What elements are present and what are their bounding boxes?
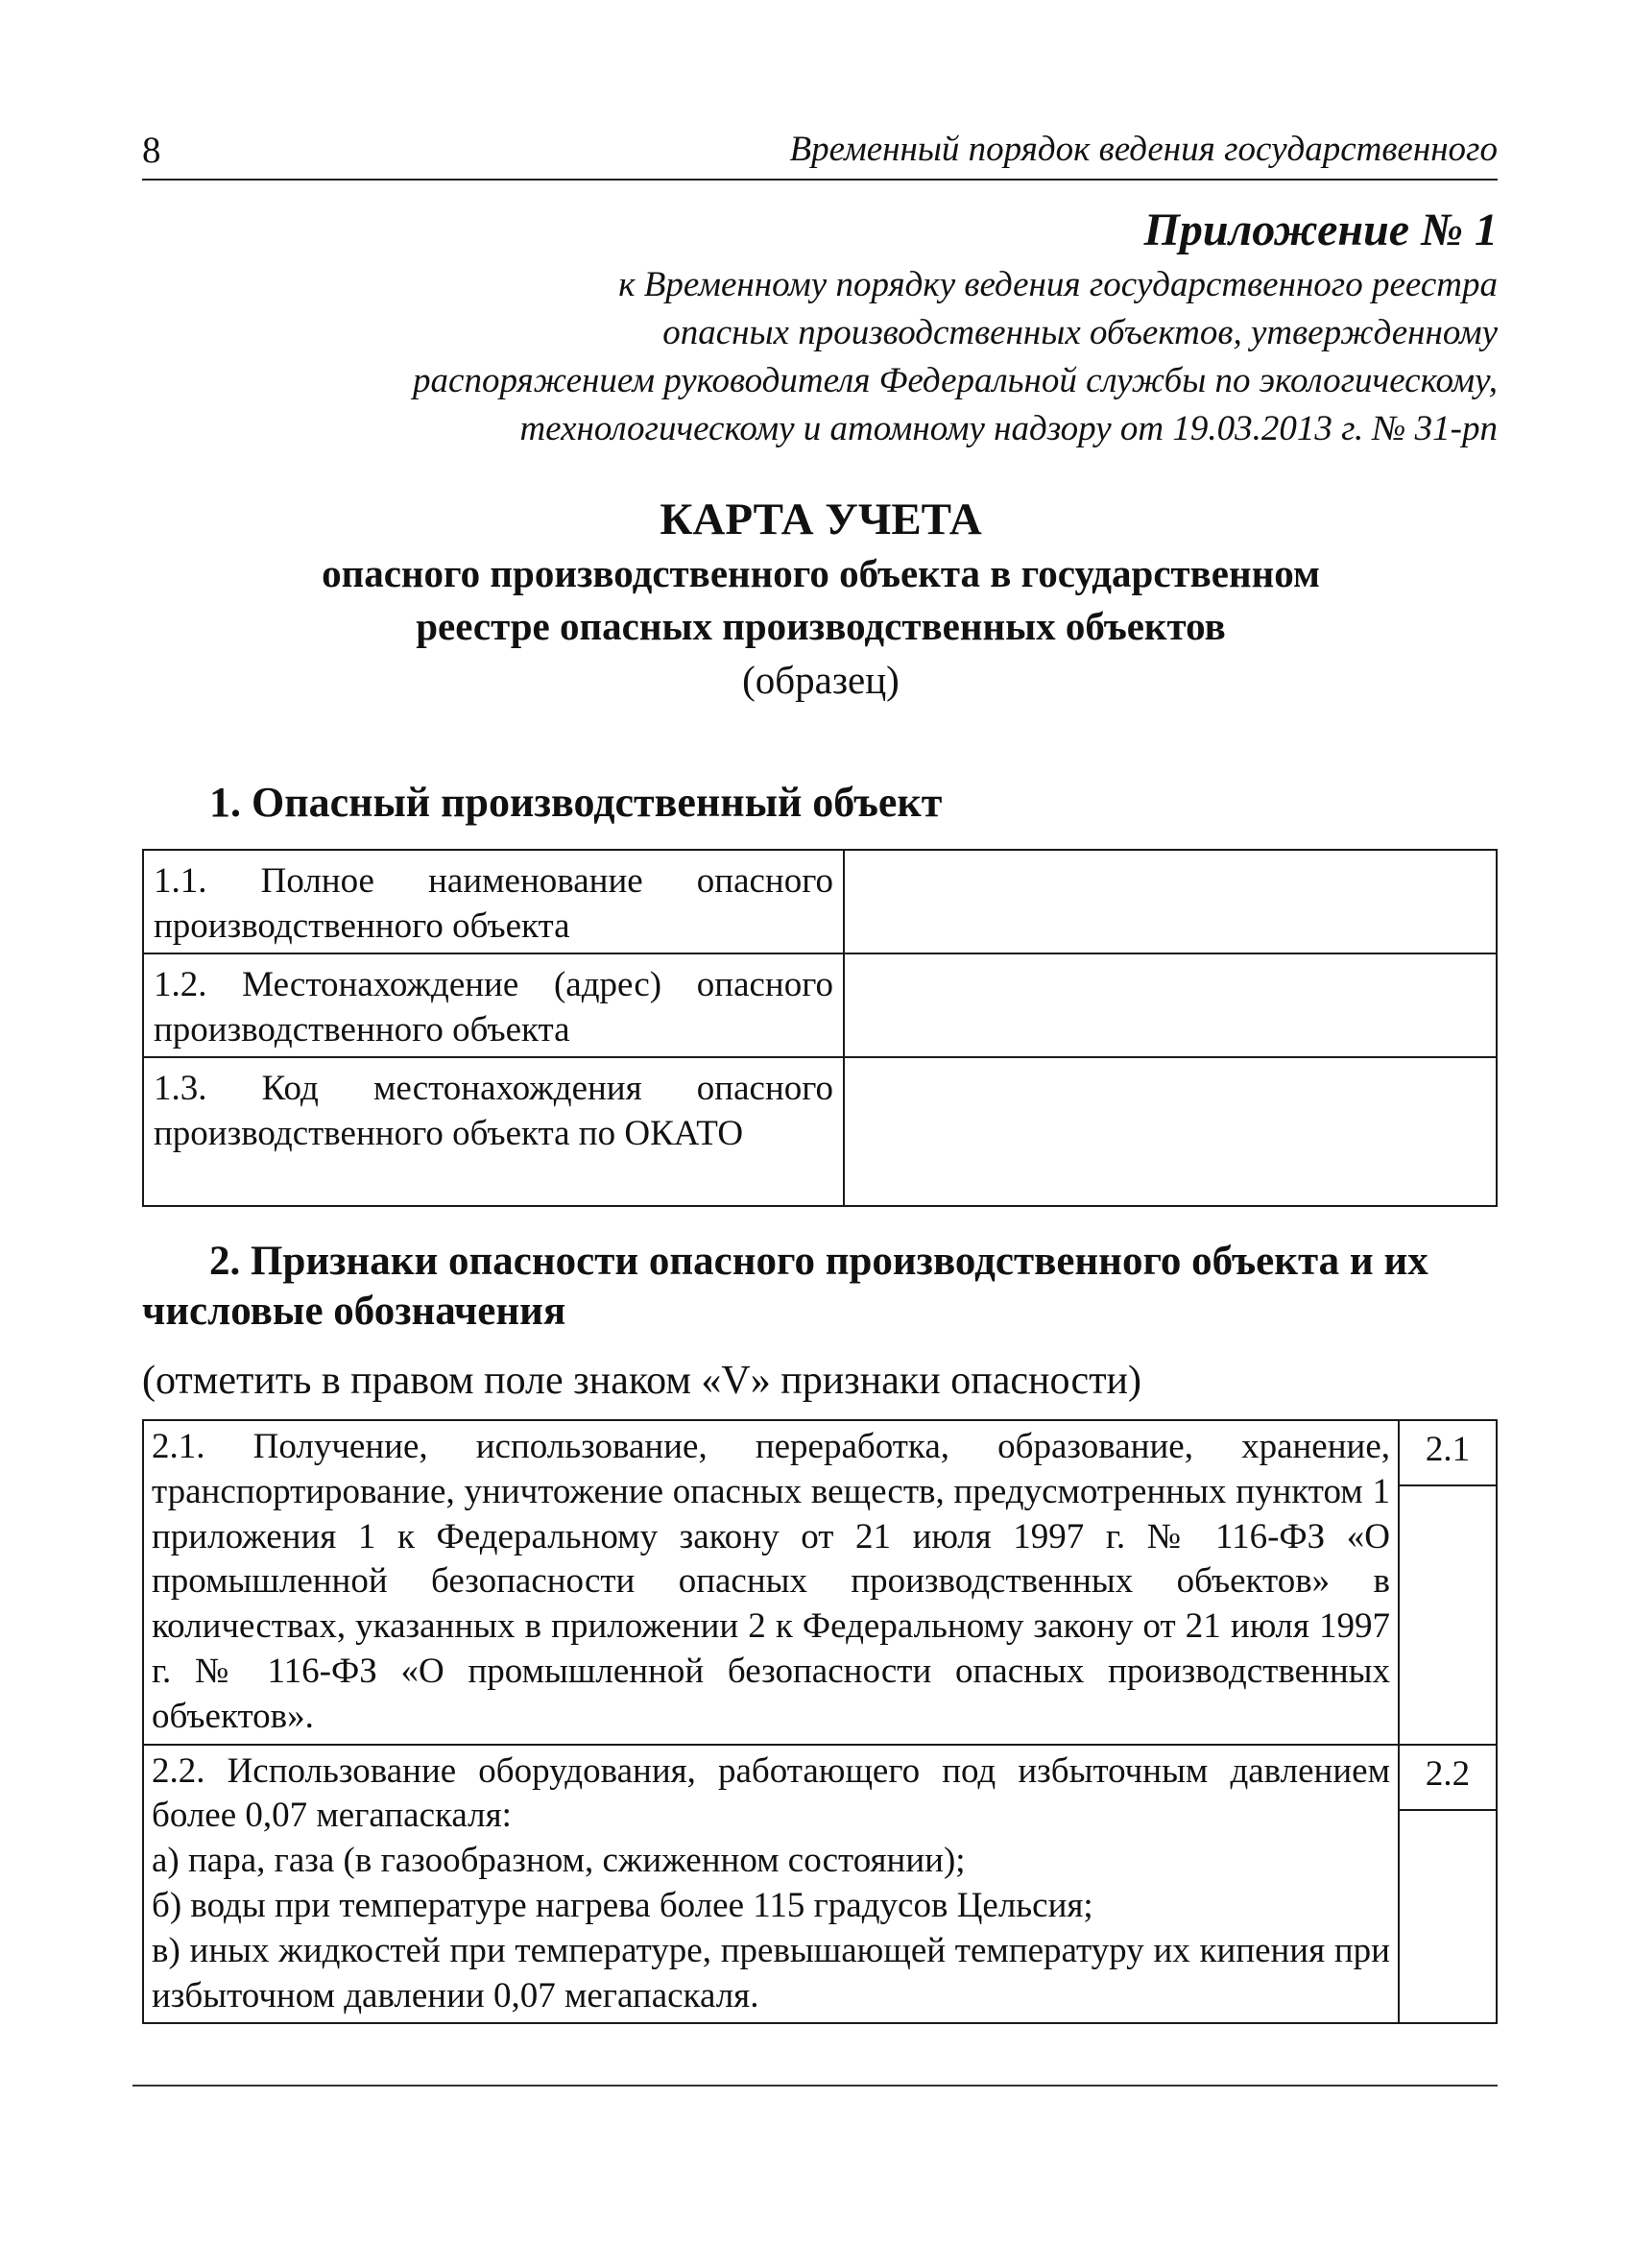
appendix-line: распоряжением руководителя Федеральной службы по экологическому, xyxy=(413,361,1498,400)
table-row xyxy=(143,953,1497,1057)
appendix-title: Приложение № 1 xyxy=(1143,205,1498,255)
card-title: КАРТА УЧЕТА xyxy=(660,495,982,544)
row-value-field[interactable] xyxy=(844,1057,1497,1206)
hazard-sign-text: 2.1. Получение, использование, переработка, образование, хранение, транспортирование, уничтожение опасных веществ, предусмотренных пунктом 1 приложения 1 к Федеральному закону от 21 июля 1997 г. № 116-ФЗ «О промышленной безопасности опасных производственных объектов» в количествах, указанных в приложении 2 к Федеральному закону от 21 июля 1997 г. № 116-ФЗ «О промышленной безопасности опасных производственных объектов». xyxy=(143,1420,1399,1745)
bottom-divider xyxy=(132,2085,1498,2087)
card-sample-label: (образец) xyxy=(742,658,900,702)
hazard-sign-line: 2.2. Использование оборудования, работающего под избыточным давлением более 0,07 мегапаскаля: xyxy=(152,1750,1390,1836)
section2-heading: 2. Признаки опасности опасного производственного объекта и их числовые обозначения xyxy=(142,1239,1428,1334)
row-label: 1.2. Местонахождение (адрес) опасного производственного объекта xyxy=(143,953,844,1057)
hazard-sign-text xyxy=(143,1745,1399,2024)
hazard-sign-line: в) иных жидкостей при температуре, превышающей температуру их кипения при избыточном давлении 0,07 мегапаскаля. xyxy=(152,1930,1390,2015)
hazard-signs-table xyxy=(142,1419,1498,2024)
table-row xyxy=(143,1745,1497,2024)
card-subtitle-line: реестре опасных производственных объектов xyxy=(416,604,1226,648)
hazard-sign-line: а) пара, газа (в газообразном, сжиженном состоянии); xyxy=(152,1841,966,1881)
object-info-table xyxy=(142,849,1498,1207)
appendix-line: опасных производственных объектов, утвержденному xyxy=(662,313,1498,352)
appendix-line: технологическому и атомному надзору от 19.03.2013 г. № 31-рп xyxy=(519,409,1498,448)
hazard-sign-line: б) воды при температуре нагрева более 115 градусов Цельсия; xyxy=(152,1885,1093,1925)
running-header xyxy=(142,129,1498,181)
row-value-field[interactable] xyxy=(844,850,1497,953)
row-value-field[interactable] xyxy=(844,953,1497,1057)
page-number: 8 xyxy=(142,130,161,171)
table-row xyxy=(143,850,1497,953)
row-label: 1.1. Полное наименование опасного производственного объекта xyxy=(143,850,844,953)
hazard-sign-code: 2.1 xyxy=(1400,1421,1496,1486)
card-subtitle-line: опасного производственного объекта в государственном xyxy=(322,551,1320,595)
hazard-sign-mark-cell[interactable] xyxy=(1399,1745,1497,2024)
hazard-sign-mark-cell[interactable] xyxy=(1399,1420,1497,1745)
appendix-block xyxy=(221,200,1498,453)
hazard-sign-code: 2.2 xyxy=(1400,1746,1496,1811)
section2-note: (отметить в правом поле знаком «V» признаки опасности) xyxy=(142,1359,1142,1403)
table-row xyxy=(143,1057,1497,1206)
table-row xyxy=(143,1420,1497,1745)
running-title: Временный порядок ведения государственного xyxy=(789,130,1498,169)
section1-heading: 1. Опасный производственный объект xyxy=(209,779,943,826)
card-heading xyxy=(144,492,1498,707)
row-label: 1.3. Код местонахождения опасного производственного объекта по ОКАТО xyxy=(143,1057,844,1206)
appendix-line: к Временному порядку ведения государственного реестра xyxy=(618,265,1498,304)
